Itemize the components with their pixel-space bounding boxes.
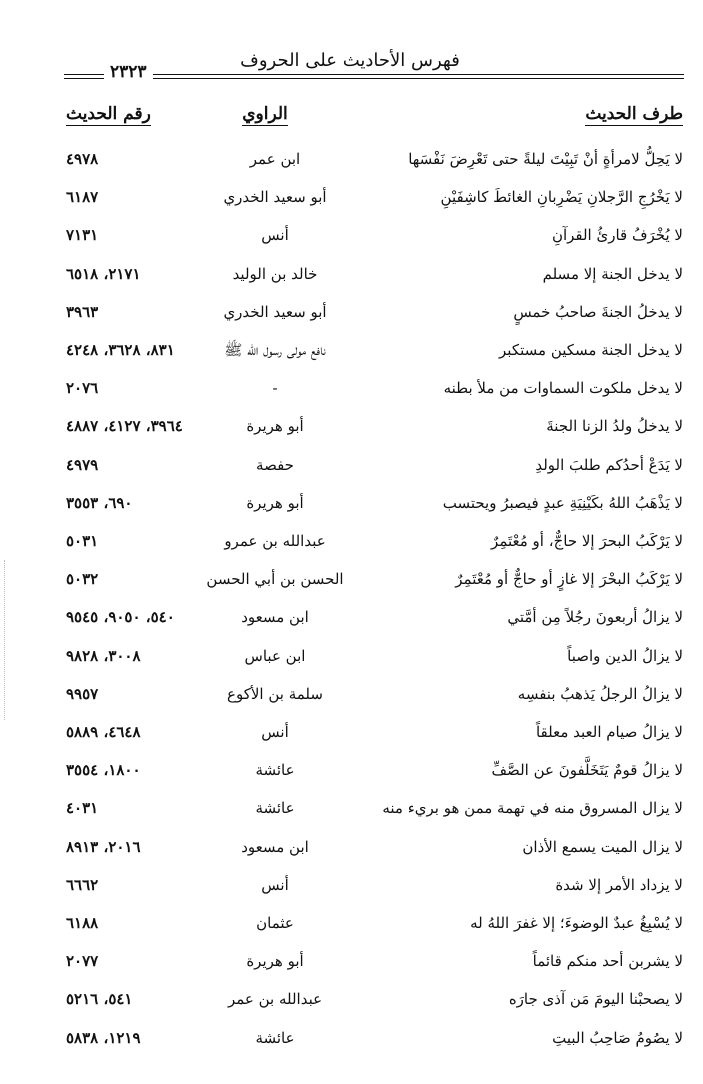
- hadith-text: لا يزال المسروق منه في تهمة ممن هو بريء منه: [382, 799, 683, 818]
- hadith-number: ٣٩٦٤، ٤١٢٧، ٤٨٨٧: [66, 417, 183, 436]
- hadith-number: ١٨٠٠، ٣٥٥٤: [66, 761, 141, 780]
- table-row: [0, 265, 703, 303]
- hadith-number: ٣٩٦٣: [66, 302, 99, 321]
- hadith-number: ٤٦٤٨، ٥٨٨٩: [66, 723, 141, 741]
- narrator-name: أنس: [261, 723, 289, 741]
- hadith-text: لا يَدَعْ أحدُكم طلبَ الولدِ: [535, 455, 683, 474]
- hadith-text: لا يشربن أحد منكم قائماً: [532, 952, 683, 971]
- hadith-text: لا يدخلُ ولدُ الزنا الجنةَ: [546, 417, 683, 436]
- hadith-text: لا يدخلُ الجنةَ صاحبُ خمسٍ: [513, 302, 683, 321]
- narrator-name: عائشة: [255, 799, 295, 818]
- header-rule: [64, 74, 684, 75]
- table-row: [0, 723, 703, 761]
- narrator-name: نافع مولى رسول الله ﷺ: [224, 341, 326, 359]
- table-row: [0, 647, 703, 685]
- narrator-name: أبو هريرة: [246, 952, 304, 971]
- hadith-text: لا يزالُ الرجلُ يَذهبُ بنفسِه: [517, 684, 683, 703]
- table-row: [0, 952, 703, 990]
- narrator-name: ابن عمر: [249, 150, 301, 168]
- hadith-text: لا يزالُ الدين واصباً: [567, 646, 683, 665]
- hadith-number: ٤٠٣١: [66, 799, 99, 818]
- hadith-number: ٣٠٠٨، ٩٨٢٨: [66, 646, 141, 665]
- table-row: [0, 226, 703, 264]
- narrator-name: ابن عباس: [244, 646, 306, 665]
- table-row: [0, 876, 703, 914]
- table-row: [0, 379, 703, 417]
- hadith-number: ٤٩٧٨: [66, 150, 99, 168]
- narrator-name: عائشة: [255, 761, 295, 780]
- page-title: فهرس الأحاديث على الحروف: [240, 50, 460, 71]
- hadith-number: ٦٩٠، ٣٥٥٣: [66, 493, 133, 512]
- narrator-name: أبو سعيد الخدري: [223, 302, 327, 321]
- hadith-number: ٥٠٣٢: [66, 570, 99, 589]
- hadith-text: لا يزالُ صيام العبد معلقاً: [535, 723, 683, 741]
- table-row: [0, 456, 703, 494]
- hadith-text: لا يزالُ أربعونَ رجُلاً مِن أمَّتي: [507, 608, 683, 627]
- column-header-narrator: الراوي: [242, 104, 288, 124]
- table-row: [0, 188, 703, 226]
- table-row: [0, 303, 703, 341]
- narrator-name: حفصة: [256, 455, 294, 474]
- narrator-name: أبو هريرة: [246, 417, 304, 436]
- hadith-text: لا يزالُ قومٌ يَتَخَلَّفونَ عن الصَّفِّ: [491, 761, 683, 780]
- narrator-name: ابن مسعود: [241, 608, 309, 627]
- table-row: [0, 494, 703, 532]
- hadith-number: ٢٠٧٧: [66, 952, 99, 971]
- narrator-name: الحسن بن أبي الحسن: [206, 570, 344, 589]
- hadith-text: لا يصُومُ صَاحِبُ البيتِ: [552, 1028, 683, 1047]
- hadith-text: لا يُخْرَفُ قارئُ القرآنِ: [551, 226, 683, 245]
- narrator-name: عثمان: [256, 914, 294, 932]
- page-number: ٢٣٢٣: [104, 62, 153, 82]
- hadith-number: ٢١٧١، ٦٥١٨: [66, 264, 141, 283]
- hadith-number: ٢٠١٦، ٨٩١٣: [66, 837, 141, 856]
- hadith-text: لا يُسْبِغُ عبدٌ الوضوءَ؛ إلا غفرَ اللهُ له: [470, 914, 683, 932]
- hadith-number: ١٢١٩، ٥٨٣٨: [66, 1028, 141, 1047]
- narrator-name: عبدالله بن عمرو: [224, 532, 326, 550]
- hadith-number: ٩٩٥٧: [66, 684, 99, 703]
- narrator-name: أنس: [261, 226, 289, 245]
- narrator-name: -: [272, 379, 278, 398]
- hadith-number: ٦١٨٧: [66, 188, 99, 207]
- header-rule: [64, 78, 684, 79]
- hadith-text: لا يدخل الجنة مسكين مستكبر: [499, 341, 683, 359]
- hadith-number: ٧١٣١: [66, 226, 99, 245]
- hadith-text: لا يدخل الجنة إلا مسلم: [542, 264, 683, 283]
- hadith-number: ٥٤١، ٥٢١٦: [66, 990, 133, 1009]
- hadith-number: ٦٦٦٢: [66, 875, 99, 894]
- column-header-hadith: طرف الحديث: [585, 104, 683, 124]
- narrator-name: عبدالله بن عمر: [227, 990, 323, 1009]
- narrator-name: أبو هريرة: [246, 493, 304, 512]
- hadith-text: لا يزداد الأمر إلا شدة: [555, 875, 683, 894]
- table-row: [0, 838, 703, 876]
- table-row: [0, 914, 703, 952]
- column-header-number: رقم الحديث: [66, 104, 151, 124]
- margin-mark: [4, 560, 7, 720]
- hadith-text: لا يدخل ملكوت السماوات من ملأ بطنه: [443, 379, 683, 398]
- hadith-number: ٨٣١، ٣٦٢٨، ٤٢٤٨: [66, 341, 175, 359]
- narrator-name: أبو سعيد الخدري: [223, 188, 327, 207]
- hadith-text: لا يصحبْنا اليومَ مَن آذى جارَه: [508, 990, 683, 1009]
- hadith-text: لا يَرْكَبُ البحرَ إلا حاجٌّ، أو مُعْتَمِرٌ: [491, 532, 683, 550]
- table-row: [0, 990, 703, 1028]
- table-row: [0, 608, 703, 646]
- table-row: [0, 417, 703, 455]
- hadith-number: ٥٠٣١: [66, 532, 99, 550]
- hadith-number: ٤٩٧٩: [66, 455, 99, 474]
- narrator-name: سلمة بن الأكوع: [227, 684, 323, 703]
- narrator-name: ابن مسعود: [241, 837, 309, 856]
- hadith-number: ٢٠٧٦: [66, 379, 99, 398]
- table-row: [0, 761, 703, 799]
- table-row: [0, 341, 703, 379]
- table-row: [0, 799, 703, 837]
- table-row: [0, 570, 703, 608]
- narrator-name: خالد بن الوليد: [232, 264, 318, 283]
- table-row: [0, 1029, 703, 1067]
- table-row: [0, 532, 703, 570]
- hadith-text: لا يَخْرُجِ الرَّجلانِ يَضْرِبانِ الغائطَ كاشِفَيْنِ: [440, 188, 683, 207]
- table-row: [0, 685, 703, 723]
- table-row: [0, 150, 703, 188]
- narrator-name: أنس: [261, 875, 289, 894]
- hadith-text: لا يَحِلُّ لامرأةٍ أنْ تَبِيْتَ ليلةً حتى تَعْرِضَ نَفْسَها: [408, 150, 683, 168]
- hadith-text: لا يَذْهَبُ اللهُ بكَيْنِيَةِ عبدٍ فيصبرُ ويحتسب: [442, 493, 683, 512]
- hadith-text: لا يَرْكَبُ البحْرَ إلا غازٍ أو حاجٌّ أو مُعْتَمِرٌ: [455, 570, 683, 589]
- hadith-number: ٦١٨٨: [66, 914, 99, 932]
- hadith-number: ٥٤٠، ٩٠٥٠، ٩٥٤٥: [66, 608, 175, 627]
- hadith-text: لا يزال الميت يسمع الأذان: [522, 837, 683, 856]
- narrator-name: عائشة: [255, 1028, 295, 1047]
